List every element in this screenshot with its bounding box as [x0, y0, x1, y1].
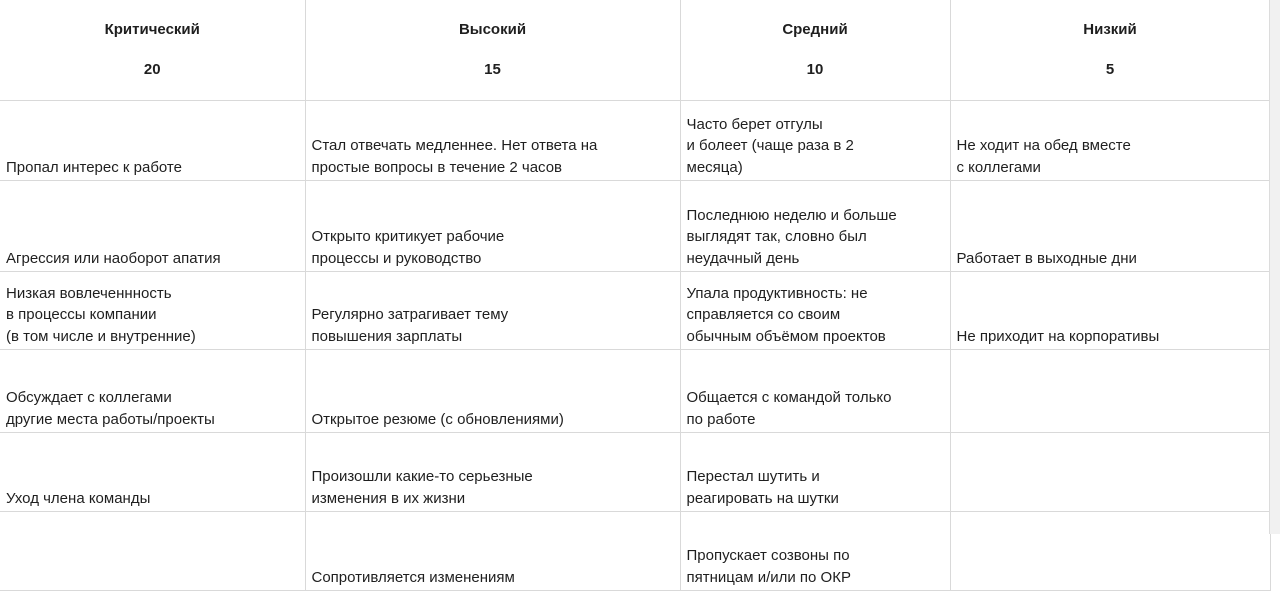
column-header-score: 10 [806, 61, 824, 78]
table-row [0, 101, 1270, 181]
table-cell[interactable] [950, 512, 1270, 591]
table-cell[interactable]: Не ходит на обед вместе с коллегами [950, 101, 1270, 181]
column-header-label: Критический [104, 21, 200, 38]
column-header-critical[interactable] [0, 0, 305, 101]
table-cell[interactable]: Упала продуктивность: не справляется со своим обычным объёмом проектов [680, 272, 950, 350]
table-cell[interactable]: Низкая вовлеченнность в процессы компании (в том числе и внутренние) [0, 272, 305, 350]
table-cell[interactable] [950, 433, 1270, 512]
table-row [0, 433, 1270, 512]
table-cell[interactable]: Открыто критикует рабочие процессы и руководство [305, 181, 680, 272]
table-cell[interactable]: Пропал интерес к работе [0, 101, 305, 181]
vertical-scrollbar[interactable] [1269, 0, 1280, 534]
table-cell[interactable]: Не приходит на корпоративы [950, 272, 1270, 350]
table-cell[interactable]: Пропускает созвоны по пятницам и/или по ОКР [680, 512, 950, 591]
column-header-label: Низкий [1083, 21, 1137, 38]
column-header-medium[interactable] [680, 0, 950, 101]
table-cell[interactable]: Последнюю неделю и больше выглядят так, словно был неудачный день [680, 181, 950, 272]
table-row [0, 181, 1270, 272]
column-header-low[interactable] [950, 0, 1270, 101]
table-cell[interactable]: Уход члена команды [0, 433, 305, 512]
table-cell[interactable]: Произошли какие-то серьезные изменения в их жизни [305, 433, 680, 512]
table-row [0, 272, 1270, 350]
table-cell[interactable]: Сопротивляется изменениям [305, 512, 680, 591]
table-cell[interactable]: Регулярно затрагивает тему повышения зарплаты [305, 272, 680, 350]
column-header-score: 15 [484, 61, 501, 78]
table-cell[interactable]: Стал отвечать медленнее. Нет ответа на простые вопросы в течение 2 часов [305, 101, 680, 181]
table-cell[interactable]: Открытое резюме (с обновлениями) [305, 350, 680, 433]
column-header-label: Высокий [458, 21, 527, 38]
column-header-label: Средний [782, 21, 848, 38]
table-cell[interactable]: Общается с командой только по работе [680, 350, 950, 433]
table-row [0, 350, 1270, 433]
table-cell[interactable]: Агрессия или наоборот апатия [0, 181, 305, 272]
table-cell[interactable]: Работает в выходные дни [950, 181, 1270, 272]
table-cell[interactable]: Часто берет отгулы и болеет (чаще раза в 2 месяца) [680, 101, 950, 181]
header-row [0, 0, 1270, 101]
table-cell[interactable]: Перестал шутить и реагировать на шутки [680, 433, 950, 512]
table-cell[interactable]: Обсуждает с коллегами другие места работы/проекты [0, 350, 305, 433]
table-cell[interactable] [950, 350, 1270, 433]
table-row [0, 512, 1270, 591]
column-header-score: 5 [1105, 61, 1115, 78]
column-header-score: 20 [143, 61, 161, 78]
table-cell[interactable] [0, 512, 305, 591]
column-header-high[interactable] [305, 0, 680, 101]
